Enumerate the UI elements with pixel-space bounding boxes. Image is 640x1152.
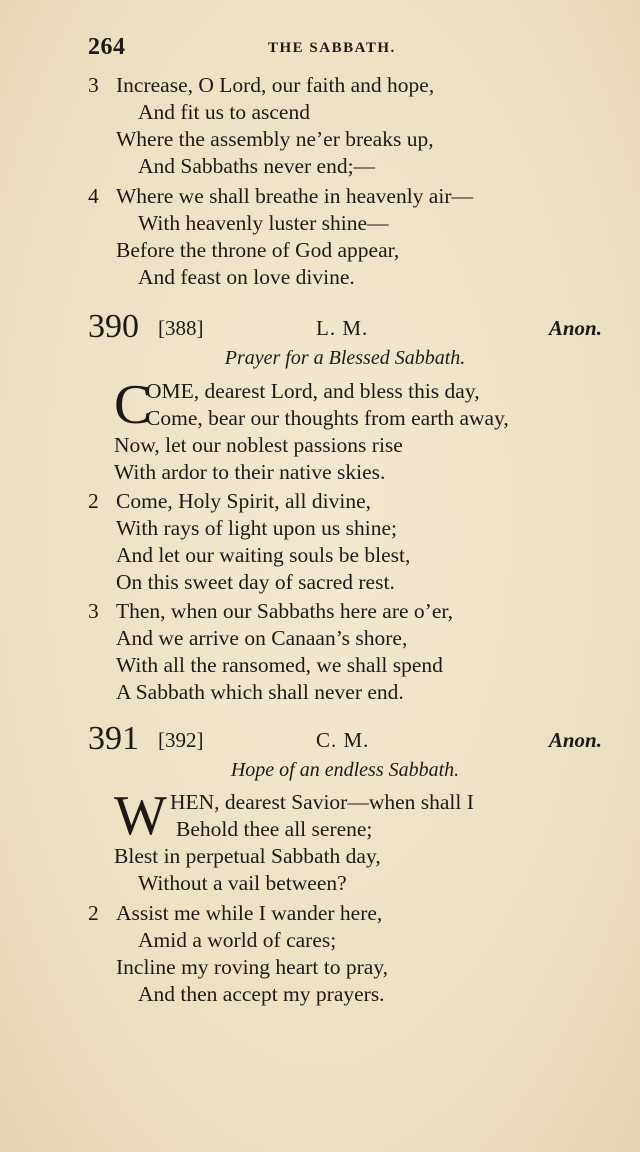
hymn-title: Prayer for a Blessed Sabbath. [224, 347, 466, 369]
stanza-number: 4 [88, 184, 99, 208]
verse-line: And feast on love divine. [138, 265, 355, 289]
running-head: THE SABBATH. [268, 40, 396, 56]
verse-line: With heavenly luster shine— [138, 211, 389, 235]
drop-cap: C [114, 374, 152, 436]
hymn-number: 391 [88, 720, 139, 757]
hymn-heading [88, 300, 602, 344]
verse-line: Amid a world of cares; [138, 928, 337, 952]
drop-cap: W [114, 785, 167, 847]
verse-line: 3 Then, when our Sabbaths here are o’er, [88, 599, 454, 623]
stanza [88, 598, 628, 706]
page-number: 264 [88, 34, 126, 60]
verse-line: HEN, dearest Savior—when shall I [170, 790, 474, 814]
stanza [88, 488, 628, 596]
hymn-author: Anon. [548, 728, 602, 752]
stanza-number: 2 [88, 489, 99, 513]
verse-line: Incline my roving heart to pray, [116, 955, 389, 979]
hymn-number: 390 [88, 308, 139, 345]
hymn-title: Hope of an endless Sabbath. [230, 759, 460, 781]
verse-line: Now, let our noblest passions rise [114, 433, 403, 457]
verse-line: A Sabbath which shall never end. [116, 680, 404, 704]
stanza [88, 900, 628, 1008]
verse-line: On this sweet day of sacred rest. [116, 570, 395, 594]
hymn-meter: L. M. [316, 316, 369, 340]
hymn-heading [88, 712, 602, 756]
stanza-number: 3 [88, 73, 99, 97]
verse-line: 2 Assist me while I wander here, [88, 901, 383, 925]
verse-line: With all the ransomed, we shall spend [116, 653, 443, 677]
first-stanza [114, 374, 634, 486]
hymn-alt-number: [392] [158, 728, 204, 752]
stanza-number: 3 [88, 599, 99, 623]
verse-line: And fit us to ascend [138, 100, 310, 124]
verse-line: Without a vail between? [138, 871, 347, 895]
verse-line: Where the assembly ne’er breaks up, [116, 127, 434, 151]
verse-line: And then accept my prayers. [138, 982, 385, 1006]
verse-line: And Sabbaths never end;— [138, 154, 376, 178]
verse-line: And let our waiting souls be blest, [116, 543, 411, 567]
hymn-meter: C. M. [316, 728, 370, 752]
verse-line: OME, dearest Lord, and bless this day, [146, 379, 480, 403]
page-header [88, 34, 608, 64]
verse-line: 4 Where we shall breathe in heavenly air— [88, 184, 473, 208]
verse-line: Before the throne of God appear, [116, 238, 400, 262]
verse-line: Blest in perpetual Sabbath day, [114, 844, 381, 868]
stanza [88, 72, 628, 180]
verse-line: Come, bear our thoughts from earth away, [146, 406, 509, 430]
hymn-alt-number: [388] [158, 316, 204, 340]
stanza-number: 2 [88, 901, 99, 925]
stanza [88, 183, 628, 291]
verse-line: With rays of light upon us shine; [116, 516, 398, 540]
first-stanza [114, 785, 634, 897]
verse-line: And we arrive on Canaan’s shore, [116, 626, 408, 650]
verse-line: Behold thee all serene; [176, 817, 373, 841]
hymn-author: Anon. [548, 316, 602, 340]
verse-line: 2 Come, Holy Spirit, all divine, [88, 489, 371, 513]
verse-line: With ardor to their native skies. [114, 460, 386, 484]
verse-line: 3 Increase, O Lord, our faith and hope, [88, 73, 435, 97]
